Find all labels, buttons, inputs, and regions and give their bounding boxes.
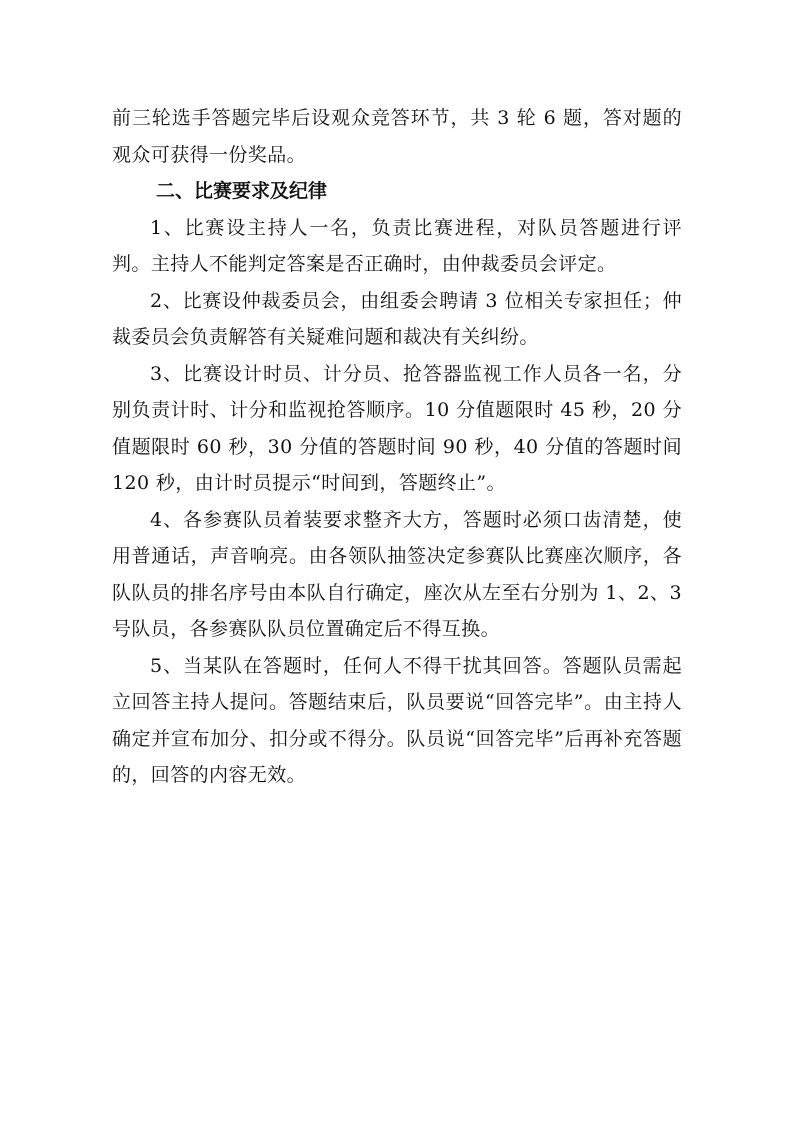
document-body (112, 100, 682, 794)
rule-paragraph-5: 5、当某队在答题时，任何人不得干扰其回答。答题队员需起立回答主持人提问。答题结束后，队员要说“回答完毕”。由主持人确定并宣布加分、扣分或不得分。队员说“回答完毕”后再补充答题的，回答的内容无效。 (112, 654, 682, 786)
section-heading: 二、比赛要求及纪律 (156, 180, 328, 202)
rule-paragraph-3: 3、比赛设计时员、计分员、抢答器监视工作人员各一名，分别负责计时、计分和监视抢答顺序。10 分值题限时 45 秒，20 分值题限时 60 秒，30 分值的答题时间 90 秒，40 分值的答题时间 120 秒，由计时员提示“时间到，答题终止”。 (112, 362, 682, 494)
rule-paragraph-4: 4、各参赛队员着装要求整齐大方，答题时必须口齿清楚，使用普通话，声音响亮。由各领队抽签决定参赛队比赛座次顺序，各队队员的排名序号由本队自行确定，座次从左至右分别为 1、2、3 号队员，各参赛队队员位置确定后不得互换。 (112, 508, 682, 640)
intro-paragraph: 前三轮选手答题完毕后设观众竞答环节，共 3 轮 6 题，答对题的观众可获得一份奖品。 (112, 107, 682, 166)
rule-paragraph-2: 2、比赛设仲裁委员会，由组委会聘请 3 位相关专家担任；仲裁委员会负责解答有关疑难问题和裁决有关纠纷。 (112, 289, 682, 348)
rule-paragraph-1: 1、比赛设主持人一名，负责比赛进程，对队员答题进行评判。主持人不能判定答案是否正确时，由仲裁委员会评定。 (112, 216, 682, 275)
